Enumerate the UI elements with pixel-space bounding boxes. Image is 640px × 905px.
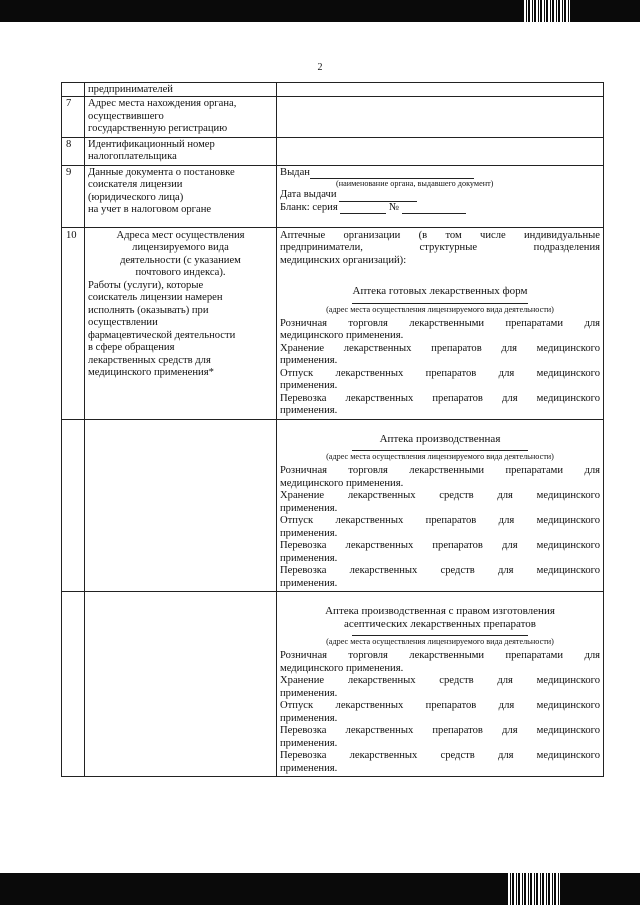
page-number: 2 [317, 62, 323, 73]
activity-item: Отпуск лекарственных препаратов для медицинского применения. [280, 367, 600, 391]
activity-item: Перевозка лекарственных средств для медицинского применения. [280, 750, 600, 774]
row7-label: Адрес места нахождения органа, осуществившего государственную регистрацию [85, 97, 277, 138]
activity-item: Отпуск лекарственных препаратов для медицинского применения. [280, 700, 600, 724]
table-row [62, 137, 604, 165]
scan-top-bar [0, 0, 640, 22]
table-row [62, 227, 604, 419]
address-field-line [352, 301, 528, 304]
row8-label: Идентификационный номер налогоплательщика [85, 137, 277, 165]
scan-bottom-bar [0, 873, 640, 905]
row-number: 10 [62, 227, 85, 419]
address-caption: (адрес места осуществления лицензируемого вида деятельности) [326, 637, 554, 646]
barcode-bottom [508, 873, 560, 905]
activity-item: Розничная торговля лекарственными препаратами для медицинского применения. [280, 317, 600, 341]
row10-label: Адреса мест осуществления лицензируемого вида деятельности (с указанием почтового индекса). Работы (услуги), которые соискатель лицензии намерен исполнять (оказывать) при осуществлении фармацевтической деятельности в сфере обращения лекарственных средств для медицинского применения* [85, 227, 277, 419]
section-title: Аптека производственная [379, 432, 501, 445]
address-field-line [352, 448, 528, 451]
row-number: 9 [62, 165, 85, 227]
license-form-table [61, 82, 604, 777]
row8-value [277, 137, 604, 165]
activity-item: Отпуск лекарственных препаратов для медицинского применения. [280, 515, 600, 539]
activity-item: Перевозка лекарственных средств для медицинского применения. [280, 565, 600, 589]
activity-item: Хранение лекарственных средств для медицинского применения. [280, 490, 600, 514]
row10-section-1: Аптечные организации (в том числе индивидуальные предприниматели, структурные подразделения медицинских организаций): Аптека готовых лекарственных форм (адрес места осуществления лицензируемого вида деятельности) Розничная торговля лекарственными препаратами для медицинского применения. Хранение лекарственных препаратов для медицинского применения. Отпуск лекарственных препаратов для медицинского применения. Перевозка лекарственных препаратов для медицинского применения. [277, 227, 604, 419]
date-field-line [339, 192, 417, 202]
row9-label: Данные документа о постановке соискателя лицензии (юридического лица) на учет в налоговом органе [85, 165, 277, 227]
row10-section-2 [277, 419, 604, 592]
row9-value: Выдан (наименование органа, выдавшего документ) Дата выдачи Бланк: серия № [277, 165, 604, 227]
activity-item: Хранение лекарственных препаратов для медицинского применения. [280, 342, 600, 366]
activity-item: Перевозка лекарственных препаратов для медицинского применения. [280, 725, 600, 749]
table-row [62, 97, 604, 138]
address-caption: (адрес места осуществления лицензируемого вида деятельности) [326, 304, 554, 314]
continuation-cell: предпринимателей [85, 83, 277, 97]
address-caption: (адрес места осуществления лицензируемого вида деятельности) [326, 452, 554, 461]
table-row [62, 83, 604, 97]
activity-item: Розничная торговля лекарственными препаратами для медицинского применения. [280, 465, 600, 489]
table-row [62, 592, 604, 777]
activity-item: Перевозка лекарственных препаратов для медицинского применения. [280, 540, 600, 564]
row-number: 8 [62, 137, 85, 165]
section-title-line2: асептических лекарственных препаратов [344, 617, 536, 630]
activity-item: Розничная торговля лекарственными препаратами для медицинского применения. [280, 650, 600, 674]
row-number: 7 [62, 97, 85, 138]
address-field-line [352, 633, 528, 636]
number-field-line [402, 204, 466, 214]
section-title: Аптека производственная с правом изготовления [325, 605, 555, 617]
issued-field-line [310, 169, 474, 179]
row7-value [277, 97, 604, 138]
section-title: Аптека готовых лекарственных форм [352, 285, 528, 297]
activity-item: Хранение лекарственных средств для медицинского применения. [280, 675, 600, 699]
activity-item: Перевозка лекарственных препаратов для медицинского применения. [280, 392, 600, 416]
table-row [62, 419, 604, 592]
row10-section-3 [277, 592, 604, 777]
table-row [62, 165, 604, 227]
series-field-line [340, 204, 386, 214]
barcode-top [524, 0, 570, 22]
